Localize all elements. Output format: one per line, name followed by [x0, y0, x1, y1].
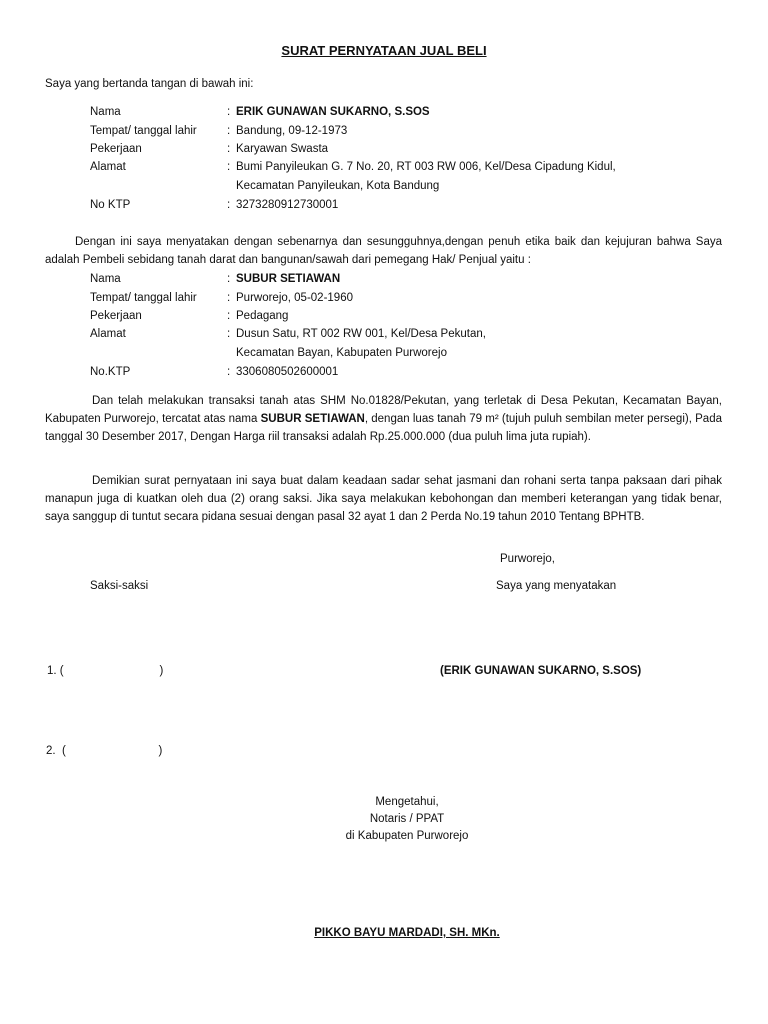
- witness-1-signature: 1. ( ): [47, 665, 164, 677]
- buyer-address-line2: Kecamatan Panyileukan, Kota Bandung: [236, 180, 440, 192]
- seller-address-line2: Kecamatan Bayan, Kabupaten Purworejo: [236, 347, 447, 359]
- transaction-seller-name: SUBUR SETIAWAN: [260, 413, 365, 425]
- seller-job: Pedagang: [236, 310, 289, 322]
- seller-address-label: Alamat: [90, 328, 126, 340]
- buyer-birth-label: Tempat/ tanggal lahir: [90, 125, 197, 137]
- colon: :: [227, 366, 231, 378]
- colon: :: [227, 328, 231, 340]
- acknowledge-line2: Notaris / PPAT: [369, 813, 445, 825]
- seller-name: SUBUR SETIAWAN: [236, 273, 341, 285]
- transaction-text-2: , dengan luas tanah 79 m² (tujuh puluh sembilan meter persegi), Pada tanggal 30 Desember 2017, Dengan Harga riil transaksi adalah Rp.25.000.000 (dua puluh lima juta rupiah).: [45, 413, 722, 443]
- buyer-birth: Bandung, 09-12-1973: [236, 125, 348, 137]
- colon: :: [227, 273, 231, 285]
- statement-paragraph: Dengan ini saya menyatakan dengan sebenarnya dan sesungguhnya,dengan penuh etika baik dan kejujuran bahwa Saya adalah Pembeli sebidang tanah darat dan bangunan/sawah dari pemegang Hak/ Penjual yaitu :: [45, 236, 722, 266]
- colon: :: [227, 125, 231, 137]
- seller-birth-label: Tempat/ tanggal lahir: [90, 292, 197, 304]
- buyer-ktp: 3273280912730001: [236, 199, 339, 211]
- declarer-label: Saya yang menyatakan: [496, 580, 617, 592]
- witnesses-label: Saksi-saksi: [90, 580, 149, 592]
- colon: :: [227, 143, 231, 155]
- place-date: Purworejo,: [500, 553, 555, 565]
- document-title: SURAT PERNYATAAN JUAL BELI: [281, 43, 487, 58]
- buyer-job-label: Pekerjaan: [90, 143, 142, 155]
- transaction-paragraph: [45, 392, 722, 446]
- seller-address-line1: Dusun Satu, RT 002 RW 001, Kel/Desa Pekutan,: [236, 328, 486, 340]
- seller-ktp: 3306080502600001: [236, 366, 339, 378]
- intro-text: Saya yang bertanda tangan di bawah ini:: [45, 78, 254, 90]
- transaction-text-1: Dan telah melakukan transaksi tanah atas SHM No.01828/Pekutan, yang terletak di Desa Pekutan, Kecamatan Bayan, Kabupaten Purworejo, tercatat atas nama: [45, 395, 722, 425]
- colon: :: [227, 161, 231, 173]
- notary-name: PIKKO BAYU MARDADI, SH. MKn.: [314, 927, 500, 939]
- buyer-name: ERIK GUNAWAN SUKARNO, S.SOS: [236, 106, 430, 118]
- witness-2-signature: 2. ( ): [46, 745, 163, 757]
- acknowledge-line3: di Kabupaten Purworejo: [345, 830, 469, 842]
- buyer-ktp-label: No KTP: [90, 199, 131, 211]
- colon: :: [227, 106, 231, 118]
- colon: :: [227, 292, 231, 304]
- buyer-name-label: Nama: [90, 106, 121, 118]
- buyer-address-label: Alamat: [90, 161, 126, 173]
- colon: :: [227, 199, 231, 211]
- seller-birth: Purworejo, 05-02-1960: [236, 292, 353, 304]
- colon: :: [227, 310, 231, 322]
- seller-job-label: Pekerjaan: [90, 310, 142, 322]
- seller-name-label: Nama: [90, 273, 121, 285]
- acknowledge-line1: Mengetahui,: [375, 796, 439, 808]
- closing-paragraph: Demikian surat pernyataan ini saya buat dalam keadaan sadar sehat jasmani dan rohani serta tanpa paksaan dari pihak manapun juga di kuatkan oleh dua (2) orang saksi. Jika saya melakukan kebohongan dan memberi keterangan yang tidak benar, saya sanggup di tuntut secara pidana sesuai dengan pasal 32 ayat 1 dan 2 Perda No.19 tahun 2010 Tentang BPHTB.: [45, 475, 722, 523]
- buyer-address-line1: Bumi Panyileukan G. 7 No. 20, RT 003 RW 006, Kel/Desa Cipadung Kidul,: [236, 161, 616, 173]
- seller-ktp-label: No.KTP: [90, 366, 131, 378]
- buyer-job: Karyawan Swasta: [236, 143, 329, 155]
- declarer-name: (ERIK GUNAWAN SUKARNO, S.SOS): [440, 665, 642, 677]
